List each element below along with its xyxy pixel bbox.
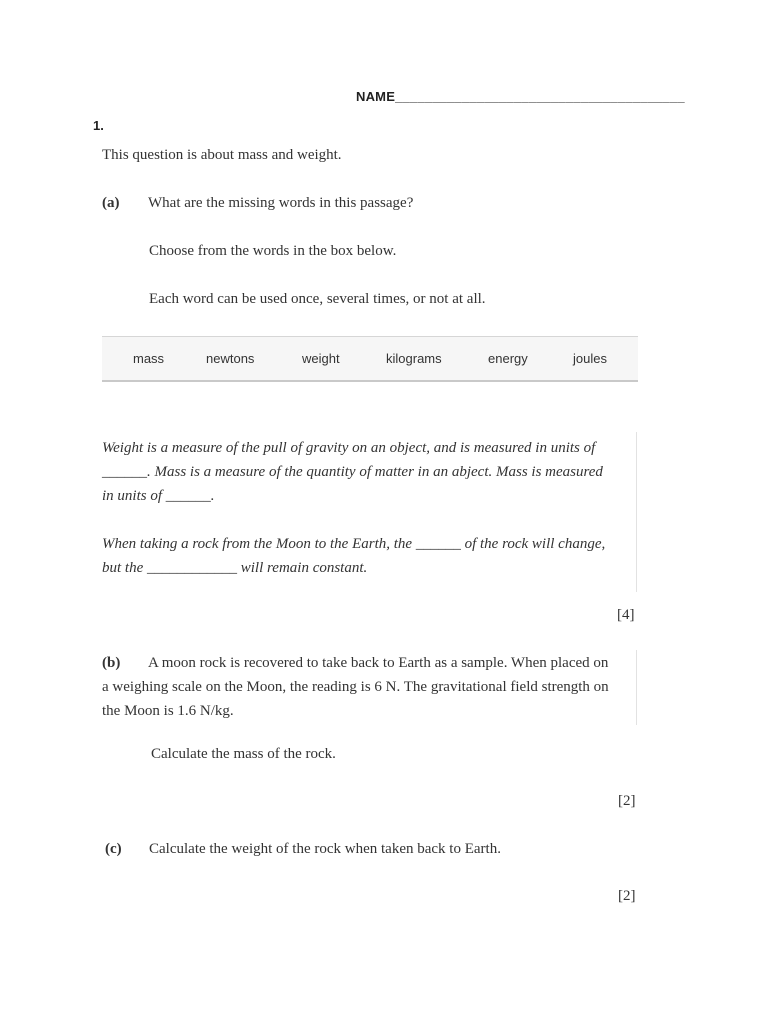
part-c-label: (c) [105,841,122,857]
part-a-instruction-1: Choose from the words in the box below. [149,243,397,259]
word-box-item: newtons [206,351,255,366]
margin-rule [636,432,637,592]
passage-line: ______. Mass is a measure of the quantity of matter in an abject. Mass is measured [102,464,603,480]
part-b-label: (b) [102,655,121,671]
part-c-marks: [2] [618,888,636,904]
part-a-prompt: What are the missing words in this passage? [148,195,414,211]
passage-line: When taking a rock from the Moon to the Earth, the ______ of the rock will change, [102,536,606,552]
question-number: 1. [93,118,104,133]
word-box-item: weight [302,351,340,366]
part-b-text-line: A moon rock is recovered to take back to Earth as a sample. When placed on [148,655,609,671]
passage-line: in units of ______. [102,488,215,504]
word-box-item: kilograms [386,351,442,366]
part-b-prompt: Calculate the mass of the rock. [151,746,336,762]
name-field[interactable]: NAME_______________________________________ [356,89,685,104]
part-b-text-line: a weighing scale on the Moon, the reading is 6 N. The gravitational field strength on [102,679,609,695]
passage-line: but the ____________ will remain constant. [102,560,368,576]
part-a-instruction-2: Each word can be used once, several times, or not at all. [149,291,486,307]
part-b-text-line: the Moon is 1.6 N/kg. [102,703,234,719]
part-c-prompt: Calculate the weight of the rock when taken back to Earth. [149,841,501,857]
word-box-item: joules [573,351,607,366]
passage-line: Weight is a measure of the pull of gravity on an object, and is measured in units of [102,440,596,456]
part-a-marks: [4] [617,607,635,623]
word-box-item: energy [488,351,528,366]
margin-rule [636,650,637,725]
part-b-marks: [2] [618,793,636,809]
question-intro: This question is about mass and weight. [102,147,342,163]
word-box [102,336,638,382]
part-a-label: (a) [102,195,120,211]
word-box-item: mass [133,351,165,366]
